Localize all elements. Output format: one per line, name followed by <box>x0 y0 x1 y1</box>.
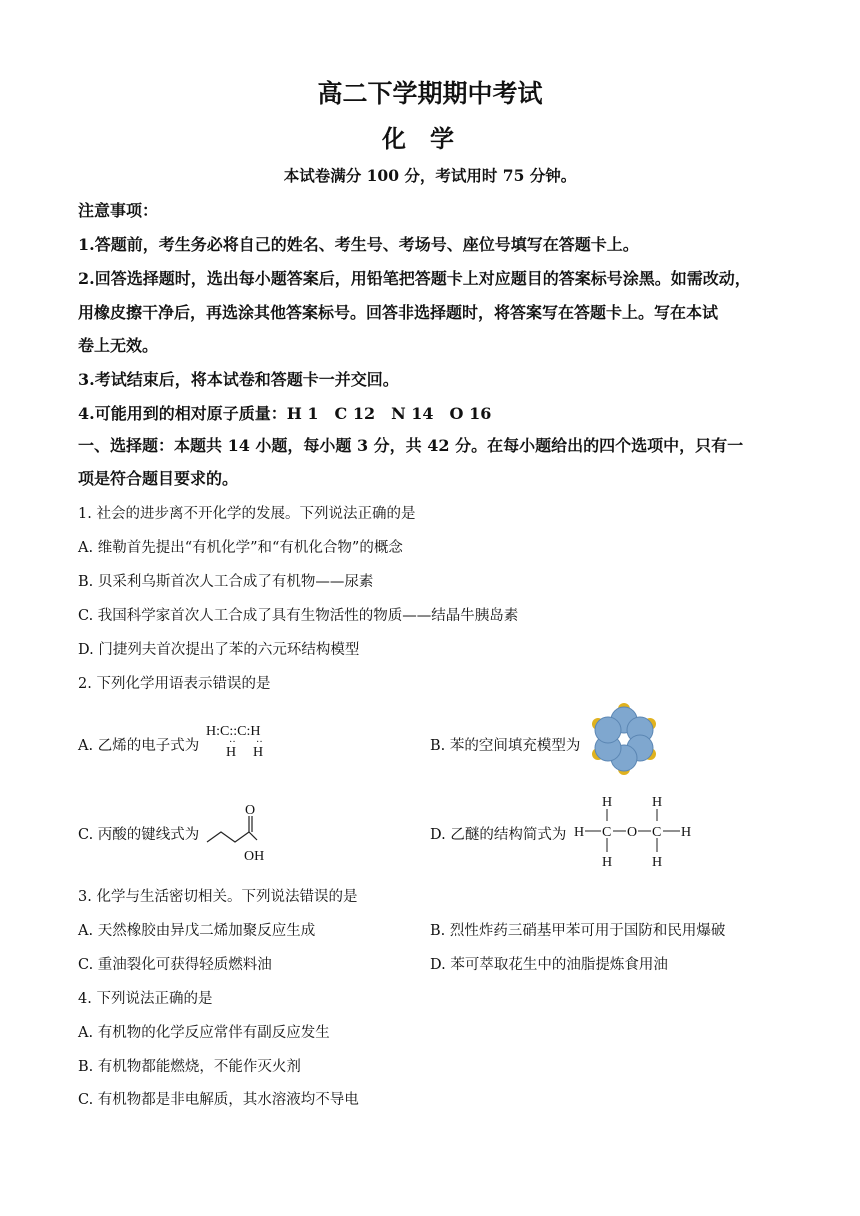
q4-option-a: A. 有机物的化学反应常伴有副反应发生 <box>78 1025 330 1041</box>
ethylene-electron-dots-left: ·· <box>229 737 236 748</box>
notice-item-2-line-3: 卷上无效。 <box>78 336 159 355</box>
benzene-space-filling-model <box>588 703 660 775</box>
ether-h-left: H <box>574 825 585 840</box>
section-heading-line-1: 一、选择题：本题共 14 小题，每小题 3 分，共 42 分。在每小题给出的四个选项中，只有一 <box>78 436 744 455</box>
notice-item-3: 3.考试结束后，将本试卷和答题卡一并交回。 <box>78 370 399 389</box>
ether-h-bottom-left: H <box>602 855 613 870</box>
ether-h-bottom-right: H <box>652 855 663 870</box>
ethylene-formula-h-right: H <box>253 745 264 760</box>
hydroxyl-label: OH <box>244 849 265 864</box>
ethylene-electron-formula <box>206 720 296 762</box>
q2-option-a: A. 乙烯的电子式为 <box>78 738 200 754</box>
carbonyl-oxygen-label: O <box>245 803 256 818</box>
q4-option-c: C. 有机物都是非电解质，其水溶液均不导电 <box>78 1092 359 1108</box>
ether-c-left: C <box>602 825 612 840</box>
benzene-ring-center <box>621 736 627 742</box>
q3-option-b: B. 烈性炸药三硝基甲苯可用于国防和民用爆破 <box>430 923 726 939</box>
q2-option-b: B. 苯的空间填充模型为 <box>430 738 581 754</box>
ether-h-right: H <box>681 825 692 840</box>
ethylene-electron-dots-right: ·· <box>256 737 263 748</box>
page-title: 高二下学期期中考试 <box>317 79 543 108</box>
propanoic-acid-skeletal-formula <box>205 800 275 864</box>
ether-structural-formula <box>574 792 704 870</box>
q1-stem: 1. 社会的进步离不开化学的发展。下列说法正确的是 <box>78 506 416 522</box>
ether-c-right: C <box>652 825 662 840</box>
notice-item-4: 4.可能用到的相对原子质量：H 1 C 12 N 14 O 16 <box>78 404 492 423</box>
notice-item-1: 1.答题前，考生务必将自己的姓名、考生号、考场号、座位号填写在答题卡上。 <box>78 235 639 254</box>
ether-h-top-left: H <box>602 795 613 810</box>
q2-option-d: D. 乙醚的结构简式为 <box>430 827 567 843</box>
q2-option-c: C. 丙酸的键线式为 <box>78 827 200 843</box>
notice-item-2-line-2: 用橡皮擦干净后，再选涂其他答案标号。回答非选择题时，将答案写在答题卡上。写在本试 <box>78 303 719 322</box>
exam-note: 本试卷满分 100 分，考试用时 75 分钟。 <box>283 166 577 185</box>
q3-option-a: A. 天然橡胶由异戊二烯加聚反应生成 <box>78 923 316 939</box>
ether-oxygen: O <box>627 825 638 840</box>
q2-stem: 2. 下列化学用语表示错误的是 <box>78 676 271 692</box>
q1-option-d: D. 门捷列夫首次提出了苯的六元环结构模型 <box>78 642 360 658</box>
q1-option-c: C. 我国科学家首次人工合成了具有生物活性的物质——结晶牛胰岛素 <box>78 608 519 624</box>
notice-item-2-line-1: 2.回答选择题时，选出每小题答案后，用铅笔把答题卡上对应题目的答案标号涂黑。如需改动， <box>78 269 751 288</box>
notice-heading: 注意事项： <box>78 201 159 220</box>
section-heading-line-2: 项是符合题目要求的。 <box>78 469 239 488</box>
q1-option-b: B. 贝采利乌斯首次人工合成了有机物——尿素 <box>78 574 374 590</box>
q3-option-d: D. 苯可萃取花生中的油脂提炼食用油 <box>430 957 668 973</box>
ethylene-formula-h-left: H <box>226 745 237 760</box>
q4-option-b: B. 有机物都能燃烧，不能作灭火剂 <box>78 1059 301 1075</box>
q4-stem: 4. 下列说法正确的是 <box>78 991 213 1007</box>
ether-h-top-right: H <box>652 795 663 810</box>
q3-option-c: C. 重油裂化可获得轻质燃料油 <box>78 957 272 973</box>
q1-option-a: A. 维勒首先提出“有机化学”和“有机化合物”的概念 <box>78 540 403 556</box>
q3-stem: 3. 化学与生活密切相关。下列说法错误的是 <box>78 889 358 905</box>
ethylene-formula-main: H:C::C:H <box>206 724 261 739</box>
subject-title: 化学 <box>382 124 478 153</box>
